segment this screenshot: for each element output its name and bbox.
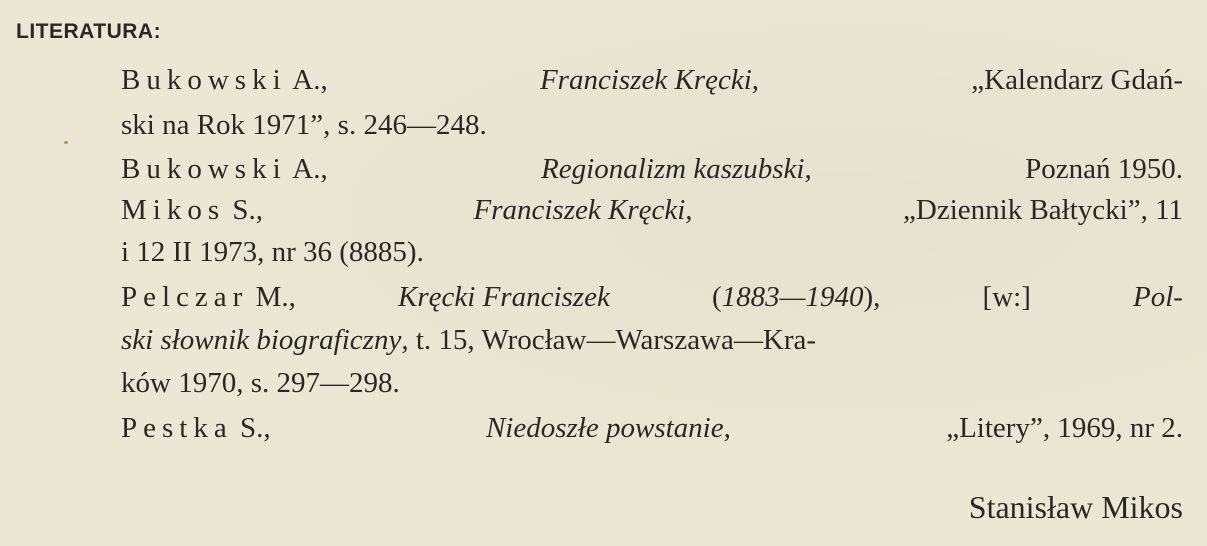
author-initial: S., (225, 194, 264, 226)
bibliography-entry-1-line-1 (121, 66, 1183, 95)
work-title: Franciszek Kręcki, (539, 64, 760, 96)
author-surname: Pelczar (121, 281, 249, 313)
bibliography-entry-3-line-2: i 12 II 1973, nr 36 (8885). (121, 236, 424, 268)
author-initial: S., (232, 412, 271, 444)
bibliography-entry-4-line-1 (121, 283, 1183, 312)
author-initial: A., (286, 153, 328, 185)
publication: „Litery”, 1969, nr 2. (946, 412, 1183, 444)
publication: , t. 15, Wrocław—Warszawa—Kra- (401, 324, 817, 356)
publication: Poznań 1950. (1025, 153, 1183, 185)
author-initial: M., (248, 281, 296, 313)
author-signature: Stanisław Mikos (968, 489, 1183, 525)
work-title: Regionalizm kaszubski, (541, 153, 812, 185)
publication: „Dziennik Bałtycki”, 11 (903, 194, 1183, 226)
author-surname: Bukowski (121, 153, 287, 185)
work-title: Franciszek Kręcki, (473, 194, 693, 226)
author-surname: Mikos (121, 194, 226, 226)
bibliography-entry-2-line-1 (121, 155, 1183, 184)
bibliography-entry-4-line-3: ków 1970, s. 297—298. (121, 367, 400, 399)
author-surname: Bukowski (121, 64, 287, 96)
work-title: Niedoszłe powstanie, (485, 412, 731, 444)
work-title: Kręcki Franciszek (398, 281, 610, 313)
paren-open: ( (712, 281, 722, 313)
bibliography-entry-1-line-2: ski na Rok 1971”, s. 246—248. (121, 109, 487, 141)
bibliography-entry-5-line-1 (121, 414, 1183, 443)
bibliography-entry-3-line-1 (121, 196, 1183, 225)
paper-speck (64, 141, 68, 144)
life-dates: 1883—1940 (721, 281, 864, 313)
section-heading: LITERATURA: (16, 20, 162, 43)
publication: „Kalendarz Gdań- (971, 64, 1183, 96)
author-surname: Pestka (121, 412, 233, 444)
author-initial: A., (286, 64, 328, 96)
work-title-cont: ski słownik biograficzny (121, 324, 402, 356)
in-marker: [w:] (982, 281, 1031, 313)
bibliography-entry-4-line-2 (121, 326, 816, 355)
paren-close: ), (863, 281, 881, 313)
work-title-cont: Pol- (1133, 281, 1183, 313)
